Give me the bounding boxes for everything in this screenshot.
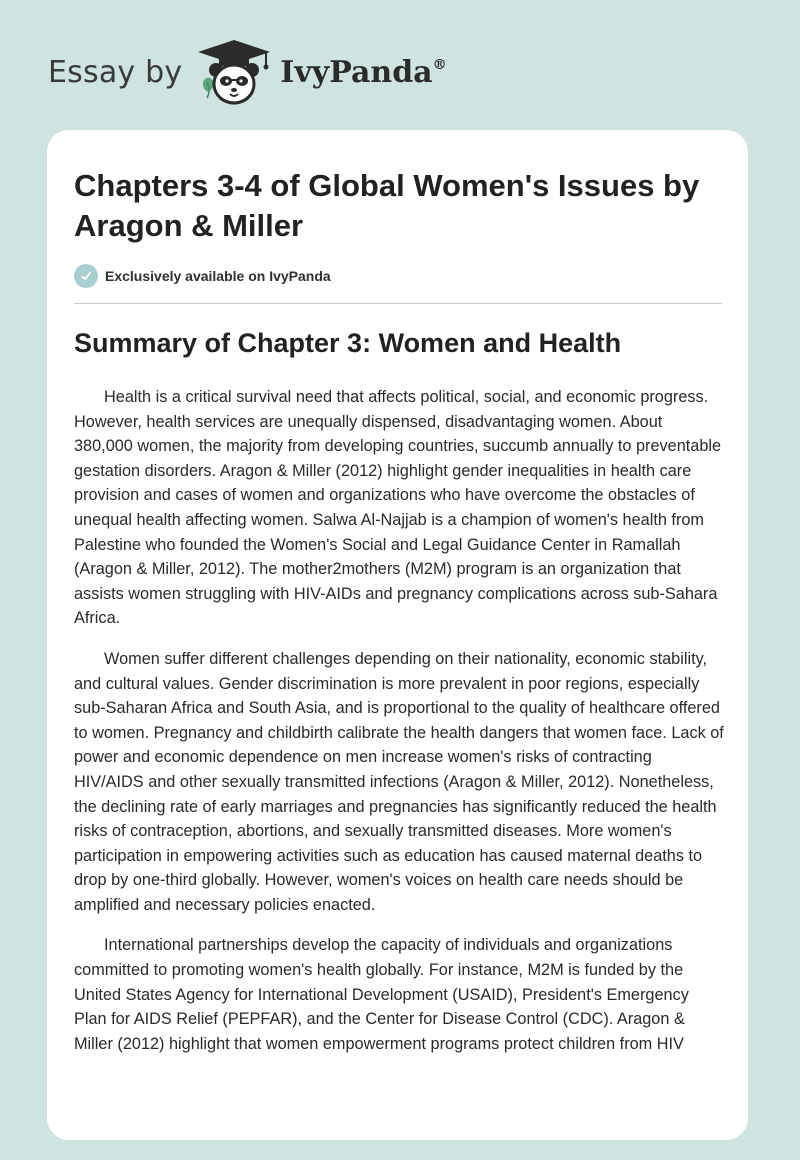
page-title: Chapters 3-4 of Global Women's Issues by Aragon & Miller xyxy=(74,168,700,243)
badge-label: Exclusively available on IvyPanda xyxy=(105,268,331,284)
article-body xyxy=(74,385,724,1072)
check-icon xyxy=(74,264,98,288)
paragraph: International partnerships develop the capacity of individuals and organizations committed to promoting women's health globally. For instance, M2M is funded by the United States Agency for International Development (USAID), President's Emergency Plan for AIDS Relief (PEPFAR), and the Center for Disease Control (CDC). Aragon & Miller (2012) highlight that women empowerment programs protect children from HIV xyxy=(74,936,689,1053)
section-heading: Summary of Chapter 3: Women and Health xyxy=(74,328,622,358)
ivypanda-wordmark: IvyPanda® xyxy=(280,54,447,90)
paragraph: Women suffer different challenges depending on their nationality, economic stability, and cultural values. Gender discrimination is more prevalent in poor regions, especially sub-Saharan Africa and South Asia, and is proportional to the quality of healthcare offered to women. Pregnancy and childbirth calibrate the health dangers that women face. Lack of power and economic dependence on men increase women's risks of contracting HIV/AIDS and other sexually transmitted infections (Aragon & Miller, 2012). Nonetheless, the declining rate of early marriages and pregnancies has significantly reduced the health risks of contraception, abortions, and sexually transmitted diseases. More women's participation in empowering activities such as education has caused maternal deaths to drop by one-third globally. However, women's voices on health care needs should be amplified and necessary policies enacted. xyxy=(74,649,724,914)
essay-by-label: Essay by xyxy=(48,54,183,90)
divider xyxy=(74,303,722,304)
registered-mark: ® xyxy=(432,56,447,73)
brand-header[interactable] xyxy=(48,36,447,108)
paragraph: Health is a critical survival need that affects political, social, and economic progress. However, health services are unequally dispensed, disadvantaging women. About 380,000 women, the majority from developing countries, succumb annually to preventable gestation disorders. Aragon & Miller (2012) highlight gender inequalities in health care provision and cases of women and organizations who have overcome the obstacles of unequal health affecting women. Salwa Al-Najjab is a champion of women's health from Palestine who founded the Women's Social and Legal Guidance Center in Ramallah (Aragon & Miller, 2012). The mother2mothers (M2M) program is an organization that assists women struggling with HIV-AIDs and pregnancy complications across sub-Sahara Africa. xyxy=(74,388,722,628)
ivypanda-logo-icon xyxy=(196,36,274,108)
essay-card xyxy=(47,130,748,1140)
exclusive-badge xyxy=(74,264,331,288)
